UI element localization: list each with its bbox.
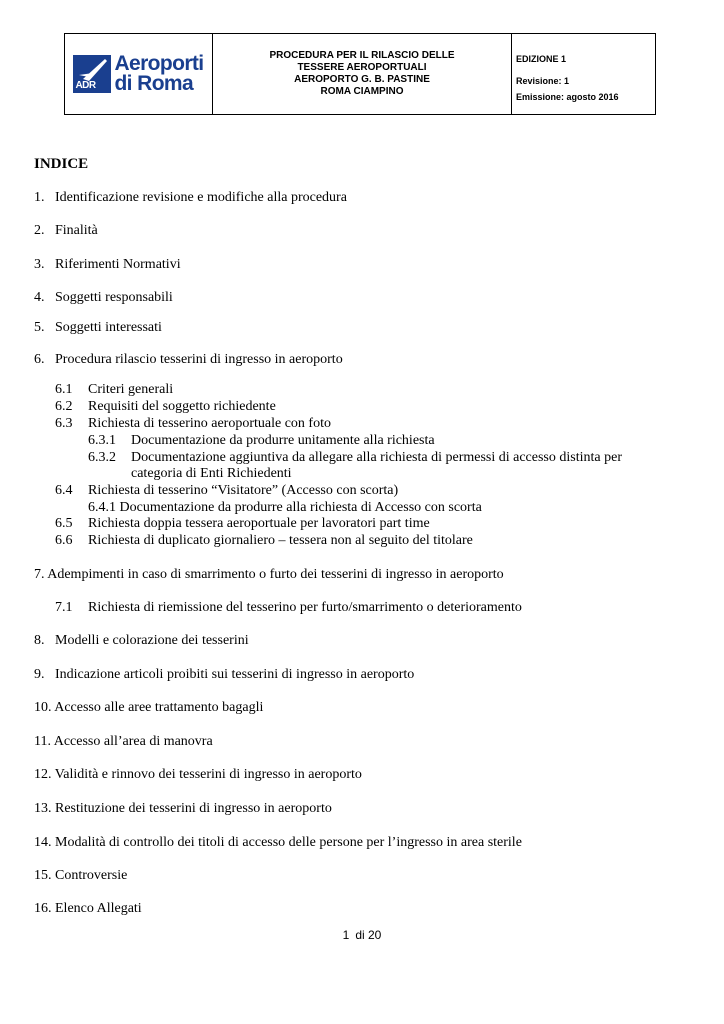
title-line: PROCEDURA PER IL RILASCIO DELLE [269, 50, 455, 61]
toc-entry-number: 6.6 [55, 533, 73, 548]
toc-entry-number: 8. [34, 633, 45, 648]
toc-entry[interactable]: Soggetti interessati [55, 320, 162, 335]
toc-entry[interactable]: Modelli e colorazione dei tesserini [55, 633, 249, 648]
toc-entry[interactable]: 11. Accesso all’area di manovra [34, 734, 213, 749]
toc-entry-number: 6.5 [55, 516, 73, 531]
toc-entry[interactable]: Requisiti del soggetto richiedente [88, 399, 276, 414]
toc-entry[interactable]: 10. Accesso alle aree trattamento bagagli [34, 700, 264, 715]
issue-date-label: Emissione: agosto 2016 [516, 92, 619, 102]
toc-entry-number: 6.1 [55, 382, 73, 397]
toc-entry-number: 5. [34, 320, 45, 335]
toc-entry[interactable]: Documentazione da produrre unitamente alla richiesta [131, 433, 435, 448]
toc-entry-number: 6.4 [55, 483, 73, 498]
toc-entry-number: 6. [34, 352, 45, 367]
revision-label: Revisione: 1 [516, 76, 570, 86]
title-line: TESSERE AEROPORTUALI [297, 62, 427, 73]
document-header [64, 33, 656, 115]
toc-entry[interactable]: Richiesta di duplicato giornaliero – tessera non al seguito del titolare [88, 533, 473, 548]
toc-entry-number: 2. [34, 223, 45, 238]
toc-entry[interactable]: Criteri generali [88, 382, 174, 397]
toc-heading: INDICE [34, 156, 89, 172]
logo-cell [65, 34, 213, 114]
edition-info [512, 34, 655, 114]
page-number [0, 928, 724, 942]
logo-wordmark [114, 54, 203, 94]
toc-entry-number: 1. [34, 190, 45, 205]
toc-entry[interactable]: Riferimenti Normativi [55, 257, 181, 272]
toc-entry-number: 3. [34, 257, 45, 272]
toc-entry-number: 4. [34, 290, 45, 305]
toc-entry-number: 7.1 [55, 600, 73, 615]
logo-line-2: di Roma [114, 72, 194, 95]
toc-entry[interactable]: 12. Validità e rinnovo dei tesserini di ingresso in aeroporto [34, 767, 362, 782]
page-current: 1 [342, 928, 350, 942]
toc-entry-number: 9. [34, 667, 45, 682]
adr-logo-mark [73, 55, 111, 93]
toc-entry-number: 6.3.1 [88, 433, 116, 448]
toc-entry[interactable]: 13. Restituzione dei tesserini di ingresso in aeroporto [34, 801, 332, 816]
toc-entry[interactable]: 7. Adempimenti in caso di smarrimento o furto dei tesserini di ingresso in aeroporto [34, 567, 504, 582]
edition-label: EDIZIONE 1 [516, 54, 567, 64]
toc-entry-number: 6.2 [55, 399, 73, 414]
toc-entry[interactable]: Identificazione revisione e modifiche alla procedura [55, 190, 347, 205]
toc-entry[interactable]: 14. Modalità di controllo dei titoli di accesso delle persone per l’ingresso in area sterile [34, 835, 522, 850]
toc-entry[interactable]: Soggetti responsabili [55, 290, 173, 305]
toc-entry[interactable]: 16. Elenco Allegati [34, 901, 142, 916]
toc-entry[interactable]: 6.4.1 Documentazione da produrre alla richiesta di Accesso con scorta [88, 500, 482, 515]
procedure-title [213, 34, 512, 114]
logo-mark-text: ADR [75, 80, 96, 91]
toc-entry[interactable]: 15. Controversie [34, 868, 128, 883]
logo-line-1: Aeroporti [114, 52, 204, 75]
toc-entry[interactable]: Richiesta di tesserino “Visitatore” (Accesso con scorta) [88, 483, 399, 498]
toc-entry[interactable]: Indicazione articoli proibiti sui tesserini di ingresso in aeroporto [55, 667, 415, 682]
adr-logo [73, 54, 203, 94]
page-total: di 20 [355, 928, 382, 942]
title-line: AEROPORTO G. B. PASTINE [294, 74, 430, 85]
toc-entry[interactable]: Richiesta doppia tessera aeroportuale per lavoratori part time [88, 516, 430, 531]
toc-entry-number: 6.3 [55, 416, 73, 431]
toc-entry[interactable]: Richiesta di riemissione del tesserino per furto/smarrimento o deterioramento [88, 600, 522, 615]
toc-entry[interactable]: Finalità [55, 223, 98, 238]
toc-entry[interactable]: Documentazione aggiuntiva da allegare alla richiesta di permessi di accesso distinta per [131, 450, 622, 465]
toc-entry-number: 6.3.2 [88, 450, 116, 465]
title-line: ROMA CIAMPINO [320, 86, 404, 97]
toc-entry[interactable]: Richiesta di tesserino aeroportuale con foto [88, 416, 331, 431]
toc-entry-continuation[interactable]: categoria di Enti Richiedenti [131, 466, 292, 481]
toc-entry[interactable]: Procedura rilascio tesserini di ingresso in aeroporto [55, 352, 343, 367]
